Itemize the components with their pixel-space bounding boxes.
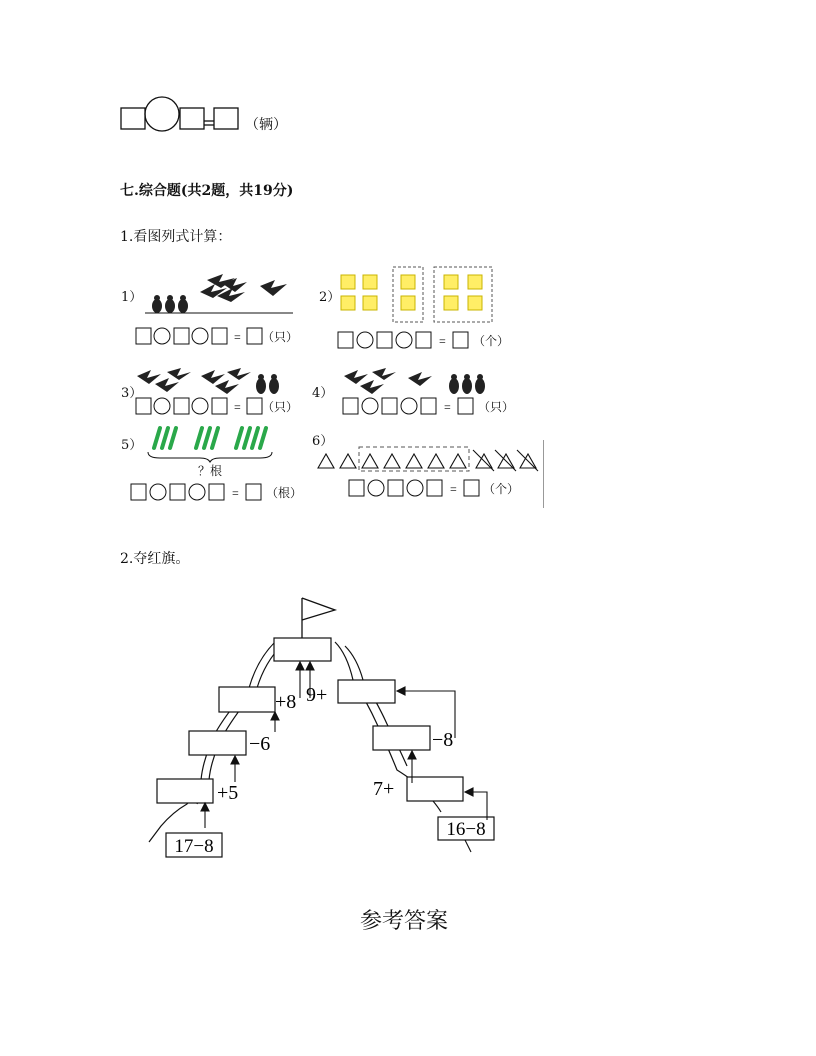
perched-bird-icon <box>256 374 266 394</box>
start-expression: 16−8 <box>446 819 486 840</box>
yellow-square-group <box>444 275 482 310</box>
flying-bird-group <box>137 368 191 392</box>
dashed-frame <box>434 267 492 322</box>
brace-line <box>148 452 272 462</box>
flying-bird-group <box>201 368 251 394</box>
perched-bird-icon <box>475 374 485 394</box>
answer-box <box>189 731 246 755</box>
picture-frame-edge <box>543 440 544 508</box>
equals-sign: = <box>450 482 457 496</box>
blank-box <box>214 108 238 129</box>
p2-unit: （个） <box>473 334 510 348</box>
triangle-group <box>318 454 536 468</box>
p1-formula <box>135 326 265 348</box>
perched-bird-icon <box>462 374 472 394</box>
p3-formula <box>135 396 265 418</box>
p6-unit: （个） <box>483 482 520 496</box>
flying-bird-icon <box>408 372 432 386</box>
operator-label: +8 <box>275 691 297 713</box>
answer-box <box>157 779 213 803</box>
p5-formula <box>130 482 270 504</box>
equals-sign: = <box>234 330 241 344</box>
blank-circle <box>145 97 179 131</box>
p5-picture <box>140 424 280 464</box>
perched-bird-icon <box>165 295 175 313</box>
operator-label: +5 <box>217 782 239 804</box>
p1-picture <box>145 270 295 320</box>
equals-sign: = <box>232 486 239 500</box>
p1-num: 1） <box>121 290 143 305</box>
p6-formula <box>348 478 488 500</box>
p4-num: 4） <box>312 386 334 401</box>
p3-picture <box>135 366 285 398</box>
answer-box <box>219 687 275 712</box>
flying-bird-icon <box>260 280 287 296</box>
operator-label: 9+ <box>306 684 328 706</box>
p4-formula <box>342 396 482 418</box>
p2-picture <box>338 266 498 326</box>
p3-unit: （只） <box>262 400 299 414</box>
section-title: 七.综合题(共2题，共19分) <box>120 183 294 199</box>
perched-bird-icon <box>178 295 188 313</box>
answer-title: 参考答案 <box>360 909 449 934</box>
p2-num: 2） <box>319 290 341 305</box>
perched-bird-icon <box>449 374 459 394</box>
equals-sign: = <box>439 334 446 348</box>
flag-icon <box>302 598 335 620</box>
green-stick-group <box>236 428 266 448</box>
flag-diagram <box>145 590 505 865</box>
flying-bird-group <box>344 368 396 394</box>
answer-box <box>274 638 331 661</box>
p5-unit: （根） <box>266 486 303 500</box>
operator-label: −6 <box>249 733 271 755</box>
p4-unit: （只） <box>478 400 515 414</box>
green-stick-group <box>154 428 176 448</box>
green-stick-group <box>196 428 218 448</box>
p5-question: ？根 <box>198 464 223 478</box>
operator-label: 7+ <box>373 778 395 800</box>
top-formula <box>120 96 320 136</box>
start-expression: 17−8 <box>174 836 214 857</box>
blank-box <box>180 108 204 129</box>
top-unit: （辆） <box>245 117 287 133</box>
yellow-square-group <box>341 275 377 310</box>
perched-bird-icon <box>152 295 162 313</box>
formula-shapes <box>120 96 320 136</box>
operator-label: −8 <box>432 729 454 751</box>
blank-box <box>121 108 145 129</box>
equals-sign: = <box>444 400 451 414</box>
answer-box <box>338 680 395 703</box>
perched-bird-icon <box>269 374 279 394</box>
q1-label: 1.看图列式计算： <box>120 229 232 245</box>
p6-num: 6） <box>312 434 334 449</box>
p6-picture <box>316 444 546 472</box>
answer-box <box>373 726 430 750</box>
q2-label: 2.夺红旗。 <box>120 551 190 567</box>
p3-num: 3） <box>121 386 143 401</box>
equals-sign: = <box>234 400 241 414</box>
yellow-square-group <box>401 275 415 310</box>
p4-picture <box>342 366 497 398</box>
p2-formula <box>337 330 477 352</box>
p5-num: 5） <box>121 438 143 453</box>
dashed-frame <box>359 447 469 471</box>
p1-unit: （只） <box>262 330 299 344</box>
answer-box <box>407 777 463 801</box>
